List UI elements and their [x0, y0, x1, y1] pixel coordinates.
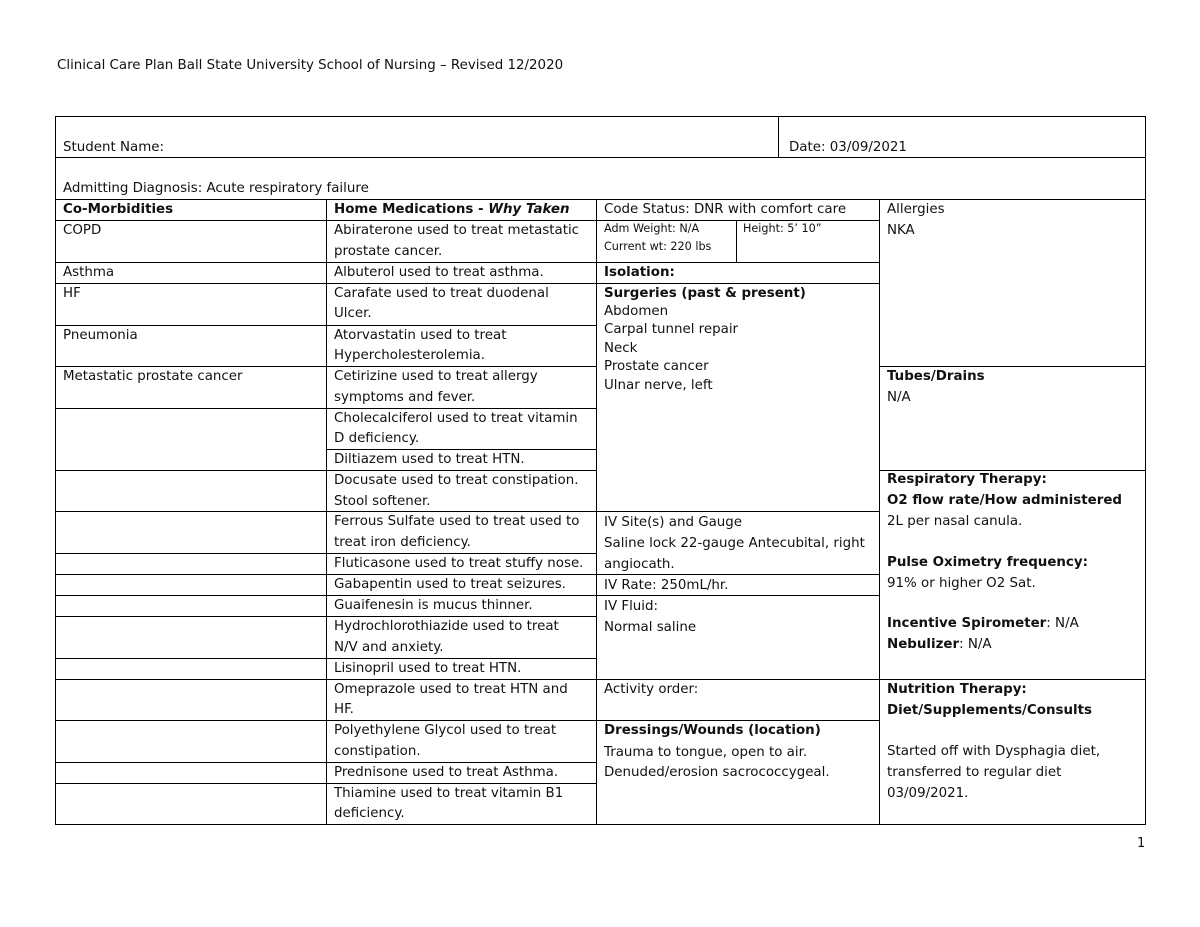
tubes-drains-heading: Tubes/Drains: [887, 369, 985, 384]
height: Height: 5’ 10”: [743, 222, 822, 235]
comorbidity-item: Pneumonia: [63, 328, 138, 343]
comorbidities-heading: Co-Morbidities: [63, 202, 174, 217]
row-line: [326, 553, 596, 554]
medication-line: deficiency.: [334, 806, 405, 821]
nutrition-line: Started off with Dysphagia diet,: [887, 744, 1101, 759]
medication-line: Guaifenesin is mucus thinner.: [334, 598, 533, 613]
row-line: [55, 511, 596, 512]
comorbidity-item: COPD: [63, 223, 102, 238]
row-line: [55, 553, 326, 554]
table-right-border: [1145, 116, 1146, 825]
medication-line: Gabapentin used to treat seizures.: [334, 577, 566, 592]
medication-line: Prednisone used to treat Asthma.: [334, 765, 559, 780]
row-line: [596, 679, 879, 680]
row-line: [55, 616, 326, 617]
medication-line: Carafate used to treat duodenal: [334, 286, 549, 301]
medication-line: Hypercholesterolemia.: [334, 348, 485, 363]
admitting-diagnosis: Admitting Diagnosis: Acute respiratory failure: [63, 181, 369, 196]
surgeries-heading: Surgeries (past & present): [604, 286, 806, 301]
row-line: [326, 449, 596, 450]
incentive-spirometer-label: Incentive Spirometer: [887, 616, 1047, 631]
row-line: [55, 783, 326, 784]
nebulizer: [887, 636, 992, 655]
row-line: [326, 658, 596, 659]
medication-line: Omeprazole used to treat HTN and: [334, 682, 568, 697]
row-line: [879, 366, 1145, 367]
surgery-item: Ulnar nerve, left: [604, 378, 713, 393]
incentive-spirometer: [887, 615, 1079, 634]
allergies-heading: Allergies: [887, 202, 945, 217]
row-line: [55, 366, 596, 367]
row-line: [55, 762, 326, 763]
pulse-oximetry-value: 91% or higher O2 Sat.: [887, 576, 1036, 591]
iv-site-line: Saline lock 22-gauge Antecubital, right: [604, 536, 865, 551]
medication-line: Stool softener.: [334, 494, 431, 509]
nebulizer-value: : N/A: [959, 637, 992, 652]
row-line: [55, 283, 596, 284]
activity-order-label: Activity order:: [604, 682, 699, 697]
comorbidity-item: Asthma: [63, 265, 115, 280]
row-line: [879, 679, 1145, 680]
column-divider-1: [326, 199, 327, 825]
row-line: [596, 283, 879, 284]
medication-line: constipation.: [334, 744, 421, 759]
row-line: [55, 325, 596, 326]
adm-weight: Adm Weight: N/A: [604, 222, 700, 235]
date-value: Date: 03/09/2021: [789, 140, 907, 155]
row-line: [55, 595, 596, 596]
nutrition-subheading: Diet/Supplements/Consults: [887, 703, 1092, 718]
row-line: [596, 511, 879, 512]
row-line: [55, 658, 326, 659]
column-divider-3: [879, 199, 880, 825]
student-name-label: Student Name:: [63, 140, 164, 155]
nutrition-heading: Nutrition Therapy:: [887, 682, 1027, 697]
nutrition-line: transferred to regular diet: [887, 765, 1062, 780]
home-medications-heading: [334, 201, 570, 220]
o2-flow-value: 2L per nasal canula.: [887, 514, 1023, 529]
row-line: [596, 720, 879, 721]
medication-line: Cetirizine used to treat allergy: [334, 369, 538, 384]
code-status: Code Status: DNR with comfort care: [604, 202, 847, 217]
table-top-border: [55, 116, 1145, 117]
row-line: [55, 574, 596, 575]
dressing-item: Trauma to tongue, open to air.: [604, 745, 808, 760]
comorbidity-item: HF: [63, 286, 81, 301]
row-line: [55, 408, 596, 409]
medication-line: Hydrochlorothiazide used to treat: [334, 619, 559, 634]
medication-line: Ulcer.: [334, 306, 372, 321]
page-number: 1: [1137, 836, 1146, 851]
nebulizer-label: Nebulizer: [887, 637, 960, 652]
row-divider-student: [55, 157, 1145, 158]
iv-rate: IV Rate: 250mL/hr.: [604, 578, 729, 593]
incentive-spirometer-value: : N/A: [1046, 616, 1079, 631]
surgery-item: Carpal tunnel repair: [604, 322, 739, 337]
row-line: [326, 783, 596, 784]
iv-site-heading: IV Site(s) and Gauge: [604, 515, 743, 530]
medication-line: Fluticasone used to treat stuffy nose.: [334, 556, 584, 571]
medication-line: D deficiency.: [334, 431, 420, 446]
medication-line: HF.: [334, 702, 354, 717]
row-line: [326, 616, 596, 617]
home-medications-heading-why: Why Taken: [488, 202, 570, 217]
surgery-item: Prostate cancer: [604, 359, 709, 374]
medication-line: symptoms and fever.: [334, 390, 476, 405]
medication-line: Diltiazem used to treat HTN.: [334, 452, 525, 467]
tubes-drains-value: N/A: [887, 390, 911, 405]
pulse-oximetry-heading: Pulse Oximetry frequency:: [887, 555, 1088, 570]
medication-line: Thiamine used to treat vitamin B1: [334, 786, 564, 801]
row-line: [326, 762, 596, 763]
column-divider-2: [596, 199, 597, 825]
date-divider: [778, 116, 779, 158]
row-line: [55, 679, 596, 680]
surgery-item: Abdomen: [604, 304, 669, 319]
row-line: [55, 262, 596, 263]
medication-line: Atorvastatin used to treat: [334, 328, 507, 343]
row-line: [596, 262, 879, 263]
medication-line: Polyethylene Glycol used to treat: [334, 723, 557, 738]
iv-fluid-value: Normal saline: [604, 620, 697, 635]
iv-site-line: angiocath.: [604, 557, 675, 572]
table-bottom-border: [55, 824, 1145, 825]
medication-line: Abiraterone used to treat metastatic: [334, 223, 580, 238]
medication-line: N/V and anxiety.: [334, 640, 444, 655]
medication-line: Lisinopril used to treat HTN.: [334, 661, 522, 676]
iv-fluid-heading: IV Fluid:: [604, 599, 659, 614]
medication-line: prostate cancer.: [334, 244, 443, 259]
medication-line: Docusate used to treat constipation.: [334, 473, 579, 488]
row-line: [55, 720, 596, 721]
dressings-heading: Dressings/Wounds (location): [604, 723, 821, 738]
row-line: [55, 220, 596, 221]
medication-line: treat iron deficiency.: [334, 535, 471, 550]
row-line: [55, 470, 596, 471]
nutrition-line: 03/09/2021.: [887, 786, 969, 801]
medication-line: Ferrous Sulfate used to treat used to: [334, 514, 580, 529]
isolation-label: Isolation:: [604, 265, 675, 280]
home-medications-heading-main: Home Medications -: [334, 202, 489, 217]
height-divider: [736, 220, 737, 262]
row-divider-diagnosis: [55, 199, 1145, 200]
comorbidity-item: Metastatic prostate cancer: [63, 369, 243, 384]
respiratory-heading: Respiratory Therapy:: [887, 472, 1047, 487]
dressing-item: Denuded/erosion sacrococcygeal.: [604, 765, 830, 780]
medication-line: Albuterol used to treat asthma.: [334, 265, 544, 280]
allergies-value: NKA: [887, 223, 915, 238]
medication-line: Cholecalciferol used to treat vitamin: [334, 411, 578, 426]
page-header: Clinical Care Plan Ball State University School of Nursing – Revised 12/2020: [57, 58, 564, 73]
surgery-item: Neck: [604, 341, 638, 356]
o2-flow-heading: O2 flow rate/How administered: [887, 493, 1122, 508]
current-weight: Current wt: 220 lbs: [604, 240, 712, 253]
